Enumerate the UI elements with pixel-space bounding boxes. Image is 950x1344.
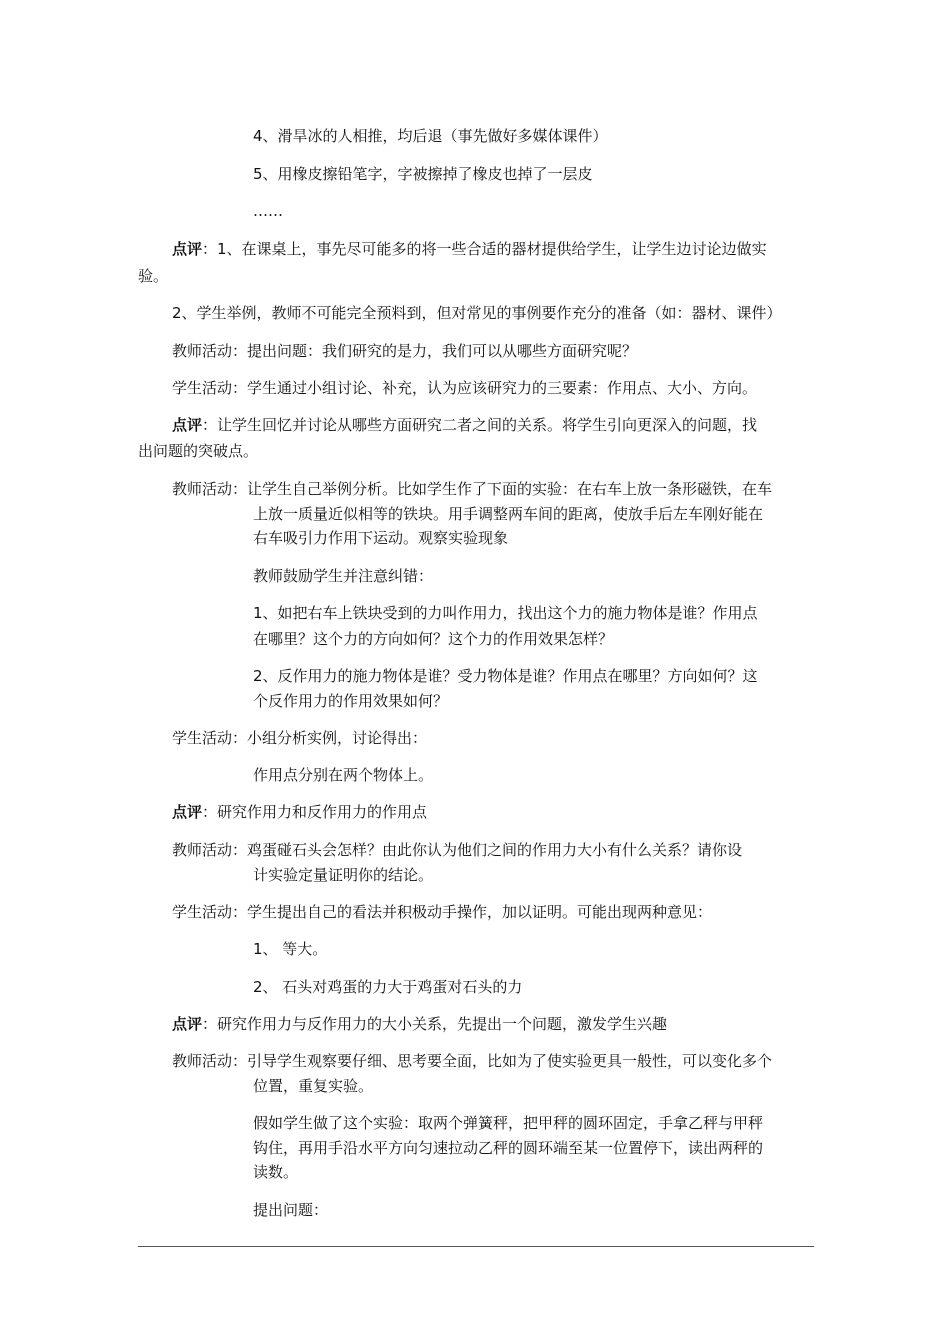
footer-divider	[138, 1246, 814, 1247]
text-line: 5、用橡皮擦铅笔字，字被擦掉了橡皮也掉了一层皮	[253, 165, 593, 183]
teacher-activity-line: 教师活动：鸡蛋碰石头会怎样？由此你认为他们之间的作用力大小有什么关系？请你设	[172, 841, 743, 859]
text-line: 在哪里？这个力的方向如何？这个力的作用效果怎样？	[253, 630, 614, 648]
comment-text: ：1、在课桌上，事先尽可能多的将一些合适的器材提供给学生，让学生边讨论边做实	[202, 240, 767, 258]
comment-text: ：让学生回忆并讨论从哪些方面研究二者之间的关系。将学生引向更深入的问题，找	[202, 416, 758, 434]
comment-text: ：研究作用力与反作用力的大小关系，先提出一个问题，激发学生兴趣	[202, 1015, 668, 1033]
text-line: 4、滑旱冰的人相推，均后退（事先做好多媒体课件）	[253, 127, 608, 145]
comment-label: 点评	[172, 240, 203, 258]
text-line: 提出问题：	[253, 1201, 329, 1219]
comment-paragraph	[172, 239, 767, 259]
ellipsis-line: ……	[253, 202, 283, 220]
text-line: 1、如把右车上铁块受到的力叫作用力，找出这个力的施力物体是谁？作用点	[253, 604, 758, 622]
comment-paragraph	[172, 415, 757, 435]
comment-label: 点评	[172, 416, 203, 434]
text-line: 假如学生做了这个实验：取两个弹簧秤，把甲秤的圆环固定，手拿乙秤与甲秤	[253, 1114, 764, 1132]
teacher-activity-line: 教师活动：让学生自己举例分析。比如学生作了下面的实验：在右车上放一条形磁铁，在车	[172, 480, 773, 498]
student-activity-line: 学生活动：学生通过小组讨论、补充，认为应该研究力的三要素：作用点、大小、方向。	[172, 379, 758, 397]
text-line: 验。	[138, 267, 169, 285]
text-line: 读数。	[253, 1163, 299, 1181]
comment-paragraph	[172, 1014, 667, 1034]
text-line: 计实验定量证明你的结论。	[253, 866, 434, 884]
comment-text: ：研究作用力和反作用力的作用点	[202, 803, 428, 821]
student-activity-line: 学生活动：小组分析实例，讨论得出：	[172, 729, 428, 747]
text-line: 右车吸引力作用下运动。观察实验现象	[253, 529, 509, 547]
comment-paragraph	[172, 802, 427, 822]
text-line: 教师鼓励学生并注意纠错：	[253, 567, 434, 585]
list-item: 2、 石头对鸡蛋的力大于鸡蛋对石头的力	[253, 978, 523, 996]
teacher-activity-line: 教师活动：引导学生观察要仔细、思考要全面，比如为了使实验更具一般性，可以变化多个	[172, 1052, 773, 1070]
teacher-activity-line: 教师活动：提出问题：我们研究的是力，我们可以从哪些方面研究呢？	[172, 342, 638, 360]
text-line: 出问题的突破点。	[138, 442, 259, 460]
text-line: 钩住，再用手沿水平方向匀速拉动乙秤的圆环端至某一位置停下，读出两秤的	[253, 1139, 764, 1157]
list-item: 1、 等大。	[253, 940, 328, 958]
comment-label: 点评	[172, 1015, 203, 1033]
text-line: 位置，重复实验。	[253, 1077, 374, 1095]
text-line: 上放一质量近似相等的铁块。用手调整两车间的距离，使放手后左车刚好能在	[253, 505, 764, 523]
text-line: 2、学生举例，教师不可能完全预料到，但对常见的事例要作充分的准备（如：器材、课件）	[172, 304, 782, 322]
text-line: 个反作用力的作用效果如何？	[253, 692, 449, 710]
text-line: 2、反作用力的施力物体是谁？受力物体是谁？作用点在哪里？方向如何？这	[253, 667, 758, 685]
text-line: 作用点分别在两个物体上。	[253, 766, 434, 784]
student-activity-line: 学生活动：学生提出自己的看法并积极动手操作，加以证明。可能出现两种意见：	[172, 903, 713, 921]
comment-label: 点评	[172, 803, 203, 821]
